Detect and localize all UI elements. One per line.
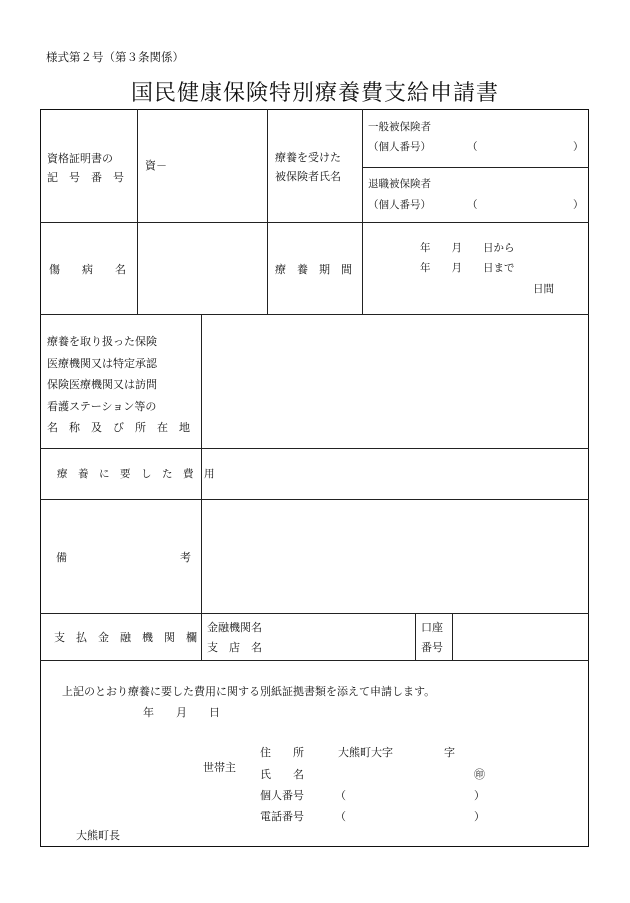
form-number: 様式第２号（第３条関係） bbox=[46, 50, 184, 64]
householder-label: 世帯主 bbox=[203, 761, 236, 774]
facility-label-line2: 医療機関又は特定承認 bbox=[47, 356, 157, 370]
name-label: 氏 名 bbox=[260, 768, 304, 781]
period-from: 年 月 日から bbox=[420, 242, 515, 254]
general-insured-label: 一般被保険者 bbox=[368, 121, 431, 133]
phone-label: 電話番号 bbox=[260, 810, 304, 823]
account-label-1: 口座 bbox=[421, 621, 443, 634]
period-days: 日間 bbox=[533, 283, 554, 295]
cert-label-line2: 記 号 番 号 bbox=[47, 171, 124, 184]
bank-name-label: 金融機関名 bbox=[207, 621, 262, 634]
divider-row6 bbox=[40, 660, 589, 661]
divider-insured-types bbox=[362, 167, 589, 168]
application-date: 年 月 日 bbox=[143, 706, 220, 719]
address-label: 住 所 bbox=[260, 746, 304, 759]
retired-id-label: （個人番号） bbox=[368, 199, 431, 211]
general-id-paren-open: （ bbox=[467, 141, 478, 153]
cert-number-value: 資－ bbox=[145, 159, 167, 172]
phone-paren-close: ） bbox=[474, 810, 485, 823]
divider-row2 bbox=[40, 314, 589, 315]
divider-col-account-value bbox=[452, 613, 453, 660]
bank-section-label: 支 払 金 融 機 関 欄 bbox=[54, 631, 197, 644]
divider-col-value2 bbox=[362, 109, 363, 314]
divider-col-label2 bbox=[267, 109, 268, 314]
retired-id-paren-open: （ bbox=[467, 199, 478, 211]
divider-col-cert bbox=[137, 109, 138, 314]
general-id-paren-close: ） bbox=[573, 141, 584, 153]
address-value: 大熊町大字 bbox=[338, 746, 393, 759]
facility-label-line1: 療養を取り扱った保険 bbox=[47, 335, 157, 348]
illness-label: 傷 病 名 bbox=[49, 263, 126, 276]
facility-label bbox=[47, 331, 197, 439]
retired-id-paren-close: ） bbox=[573, 199, 584, 211]
divider-col-lower bbox=[201, 314, 202, 660]
divider-row4 bbox=[40, 499, 589, 500]
facility-label-line4: 看護ステーション等の bbox=[47, 399, 157, 413]
page-title: 国民健康保険特別療養費支給申請書 bbox=[130, 81, 499, 106]
insured-label-line1: 療養を受けた bbox=[275, 151, 341, 164]
cert-label-line1: 資格証明書の bbox=[47, 152, 113, 165]
id-paren-close: ） bbox=[474, 789, 485, 802]
insured-label-line2: 被保険者氏名 bbox=[275, 170, 341, 183]
period-label: 療 養 期 間 bbox=[275, 263, 352, 276]
phone-paren-open: （ bbox=[335, 810, 346, 823]
cost-label: 療 養 に 要 し た 費 用 bbox=[57, 468, 215, 480]
divider-row5 bbox=[40, 613, 589, 614]
remarks-label-left: 備 bbox=[56, 551, 67, 564]
id-paren-open: （ bbox=[335, 789, 346, 802]
id-number-label: 個人番号 bbox=[260, 789, 304, 802]
application-statement: 上記のとおり療養に要した費用に関する別紙証拠書類を添えて申請します。 bbox=[62, 685, 436, 698]
aza-label: 字 bbox=[444, 746, 455, 759]
addressee: 大熊町長 bbox=[76, 829, 120, 842]
retired-insured-label: 退職被保険者 bbox=[368, 178, 431, 190]
divider-row1 bbox=[40, 222, 589, 223]
remarks-label-right: 考 bbox=[180, 551, 191, 564]
general-id-label: （個人番号） bbox=[368, 141, 431, 153]
period-to: 年 月 日まで bbox=[420, 262, 515, 274]
account-label-2: 番号 bbox=[421, 641, 443, 654]
divider-col-account-label bbox=[415, 613, 416, 660]
seal-mark: ㊞ bbox=[474, 768, 485, 781]
facility-label-line3: 保険医療機関又は訪問 bbox=[47, 378, 157, 391]
branch-label: 支 店 名 bbox=[207, 641, 262, 654]
facility-label-line5: 名 称 及 び 所 在 地 bbox=[47, 421, 190, 434]
divider-row3 bbox=[40, 448, 589, 449]
